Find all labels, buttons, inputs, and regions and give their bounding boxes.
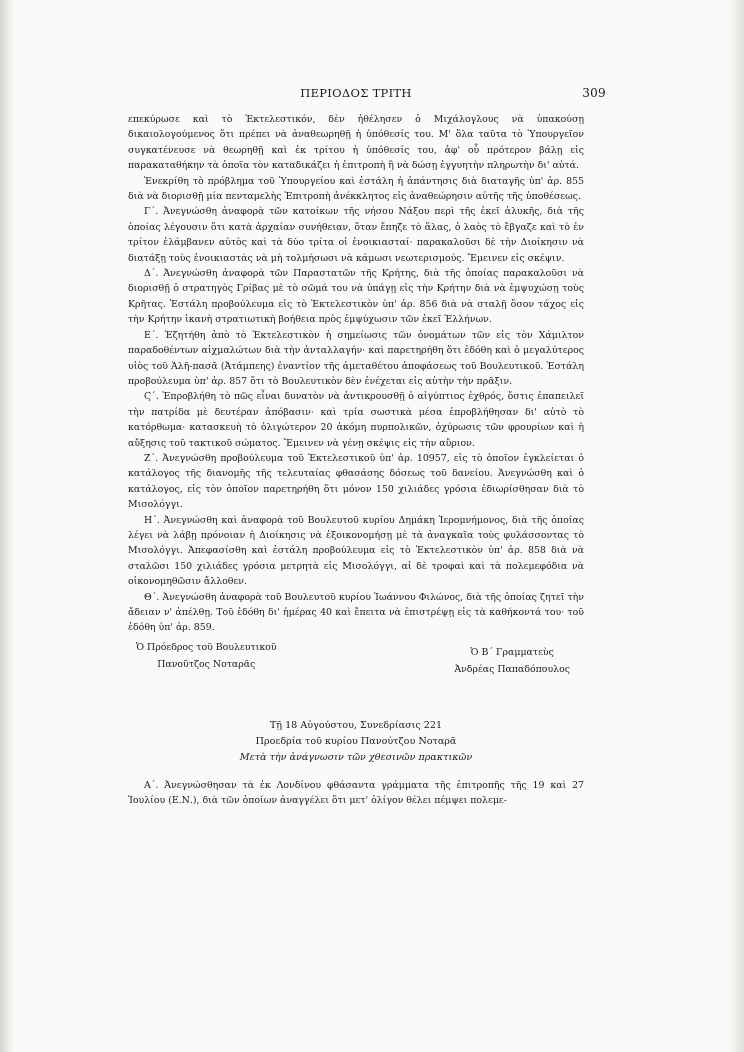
paragraph-stigma: Ϛ΄. Ἐπροβλήθη τὸ πῶς εἶναι δυνατὸν νὰ ἀντικρουσθῇ ὁ αἰγύπτιος ἐχθρός, ὅστις ἐπαπειλεῖ τὴν πατρίδα μὲ δευτέραν ἀπόβασιν· καὶ τρία σωστικὰ μέσα ἐπροβλήθησαν δι' αὐτὸ τὸ κατόρθωμα· κατασκευὴ τὸ ὀλιγώτερον 20 ἀκόμη πυρπολικῶν, ὀχύρωσις τῶν φρουρίων καὶ ἡ αὔξησις τοῦ τακτικοῦ σώματος. Ἔμεινεν νὰ γένῃ σκέψις εἰς τὴν αὔριον.: [128, 391, 584, 449]
paragraph-alpha: Α΄. Ἀνεγνώσθησαν τὰ ἐκ Λονδίνου φθάσαντα γράμματα τῆς ἐπιτροπῆς τῆς 19 καὶ 27 Ἰουλίου (Ε.Ν.), διὰ τῶν ὁποίων ἀναγγέλει ὅτι μετ' ὀλίγον θέλει πέμψει πολεμε-: [128, 779, 584, 807]
paragraph-theta: Θ΄. Ἀνεγνώσθη ἀναφορὰ τοῦ Βουλευτοῦ κυρίου Ἰωάννου Φιλώνος, διὰ τῆς ὁποίας ζητεῖ τὴν ἄδειαν ν' ἀπέλθῃ. Τοῦ ἐδόθη δι' ἡμέρας 40 καὶ ἔπειτα νὰ ἐπιστρέψῃ εἰς τὰ καθήκοντά του· τοῦ ἐδόθη ὑπ' ἀρ. 859.: [128, 591, 584, 634]
paragraph-continuation: επεκύρωσε καὶ τὸ Ἐκτελεστικόν, δὲν ἠθέλησεν ὁ Μιχάλογλους νὰ ὑπακούσῃ δικαιολογούμενος ὅτι πρέπει νὰ ἀναθεωρηθῇ ἡ ὑπόθεσίς του. Μ' ὅλα ταῦτα τὸ Ὑπουργεῖον συγκατένευσε νὰ θεωρηθῇ καὶ ἐκ τρίτου ἡ ὑπόθεσίς του, ἀφ' οὗ πρότερον βάλῃ εἰς παρακαταθήκην τὰ ὁποῖα τὸν καταδικάζει ἡ ἐπιτροπὴ ἢ νὰ δώσῃ ἐγγυητὴν πληρωτὴν δι' αὐτά.: [128, 114, 584, 172]
paragraph-eta: Η΄. Ἀνεγνώσθη καὶ ἀναφορὰ τοῦ Βουλευτοῦ κυρίου Δημάκη Ἱερομνήμονος, διὰ τῆς ὁποίας λέγει νὰ λάβῃ πρόνοιαν ἡ Διοίκησις νὰ ἐξοικονομήσῃ μὲ τὰ ἀναγκαῖα τοὺς φυλάσσοντας τὸ Μισολόγγι. Ἀπεφασίσθη καὶ ἐστάλη προβούλευμα εἰς τὸ Ἐκτελεστικὸν ὑπ' ἀρ. 858 διὰ νὰ σταλῶσι 150 χιλιάδες γρόσια μετρητὰ εἰς Μισολόγγι, αἱ δὲ τροφαὶ καὶ τὰ πολεμεφόδια νὰ οἰκονομηθῶσιν ἄλλοθεν.: [128, 514, 584, 588]
signature-president-name: Πανοῦτζος Νοταρᾶς: [157, 658, 256, 670]
signature-secretary: [454, 644, 570, 678]
page-number: 309: [582, 86, 606, 100]
paragraph-gamma: Γ΄. Ἀνεγνώσθη ἀναφορὰ τῶν κατοίκων τῆς νήσου Νάξου περὶ τῆς ἐκεῖ ἁλυκῆς, διὰ τῆς ὁποίας λέγουσιν ὅτι κατὰ ἀρχαίαν συνήθειαν, ὅταν ἔπηζε τὸ ἅλας, ὁ λαὸς τὸ ἔβγαζε καὶ τὸ ἐν τρίτον ἐλάμβανεν αὐτὸς καὶ τὰ δύο τρίτα οἱ ἐνοικιασταί· παρακαλοῦσι δὲ τὴν Διοίκησιν νὰ διατάξῃ τοὺς ἐνοικιαστὰς νὰ μὴ τολμήσωσι νὰ κάμωσι νεωτερισμούς. Ἔμεινεν εἰς σκέψιν.: [128, 206, 584, 264]
paragraph-resolution: Ἐνεκρίθη τὸ πρόβλημα τοῦ Ὑπουργείου καὶ ἐστάλη ἡ ἀπάντησις διὰ διαταγῆς ὑπ' ἀρ. 855 διὰ νὰ διορισθῇ μία πενταμελὴς Ἐπιτροπὴ ἀνέκκλητος εἰς ἀναθεώρησιν αὐτῆς τῆς ὑποθέσεως.: [128, 175, 584, 203]
page-edge-shadow: [0, 0, 14, 1052]
signature-president-title: Ὁ Πρόεδρος τοῦ Βουλευτικοῦ: [136, 641, 277, 653]
paragraph-epsilon: Ε΄. Ἐζητήθη ἀπὸ τὸ Ἐκτελεστικὸν ἡ σημείωσις τῶν ὀνομάτων τῶν εἰς τὸν Χάμιλτον παραδοθέντων αἰχμαλώτων διὰ τὴν ἀνταλλαγήν· καὶ παρετηρήθη ὅτι ἐδόθη καὶ ὁ μεγαλύτερος υἱὸς τοῦ Ἀλῆ-πασᾶ (Ἀτάμπεης) ἐναντίον τῆς ἀμεταθέτου ἀποφάσεως τοῦ Βουλευτικοῦ. Ἐστάλη προβούλευμα ὑπ' ἀρ. 857 ὅτι τὸ Βουλευτικὸν δὲν ἐνέχεται εἰς αὐτὴν τὴν πρᾶξιν.: [128, 329, 584, 387]
paragraph-delta: Δ΄. Ἀνεγνώσθη ἀναφορὰ τῶν Παραστατῶν τῆς Κρήτης, διὰ τῆς ὁποίας παρακαλοῦσι νὰ διορισθῇ ὁ στρατηγὸς Γρίβας μὲ τὸ σῶμά του νὰ ὑπάγῃ εἰς τὴν Κρήτην διὰ νὰ ἐμψυχώσῃ τοὺς Κρῆτας. Ἐστάλη προβούλευμα εἰς τὸ Ἐκτελεστικὸν ὑπ' ἀρ. 856 διὰ νὰ σταλῇ ὅσον τάχος εἰς τὴν Κρήτην ἱκανὴ στρατιωτικὴ βοήθεια πρὸς ἐμψύχωσιν τῶν ἐκεῖ Ἑλλήνων.: [128, 268, 584, 326]
running-head: ΠΕΡΙΟΔΟΣ ΤΡΙΤΗ: [300, 86, 412, 100]
session-date: Τῇ 18 Αὐγούστου, Συνεδρίασις 221: [269, 719, 443, 731]
page-header: [128, 86, 606, 106]
signatures: [128, 639, 584, 678]
page-edge-shadow-right: [728, 0, 744, 1052]
session-heading: [128, 718, 584, 766]
paragraph-zeta: Ζ΄. Ἀνεγνώσθη προβούλευμα τοῦ Ἐκτελεστικοῦ ὑπ' ἀρ. 10957, εἰς τὸ ὁποῖον ἐγκλείεται ὁ κατάλογος τῆς διανομῆς τῆς τελευταίας φθασάσης δόσεως τοῦ δανείου. Ἀνεγνώσθη καὶ ὁ κατάλογος, εἰς τὸν ὁποῖον παρετηρήθη ὅτι μόνον 150 χιλιάδες γρόσια ἐδιωρίσθησαν διὰ τὸ Μισολόγγι.: [128, 452, 584, 511]
signature-secretary-title: Ὁ Β΄ Γραμματεὺς: [470, 646, 554, 658]
session-note: Μετὰ τὴν ἀνάγνωσιν τῶν χθεσινῶν πρακτικῶν: [239, 751, 473, 763]
session-presidency: Προεδρία τοῦ κυρίου Πανούτζου Νοταρᾶ: [255, 735, 457, 747]
page-body: [128, 112, 584, 809]
signature-secretary-name: Ἀνδρέας Παπαδόπουλος: [454, 663, 570, 675]
signature-president: [136, 639, 277, 678]
